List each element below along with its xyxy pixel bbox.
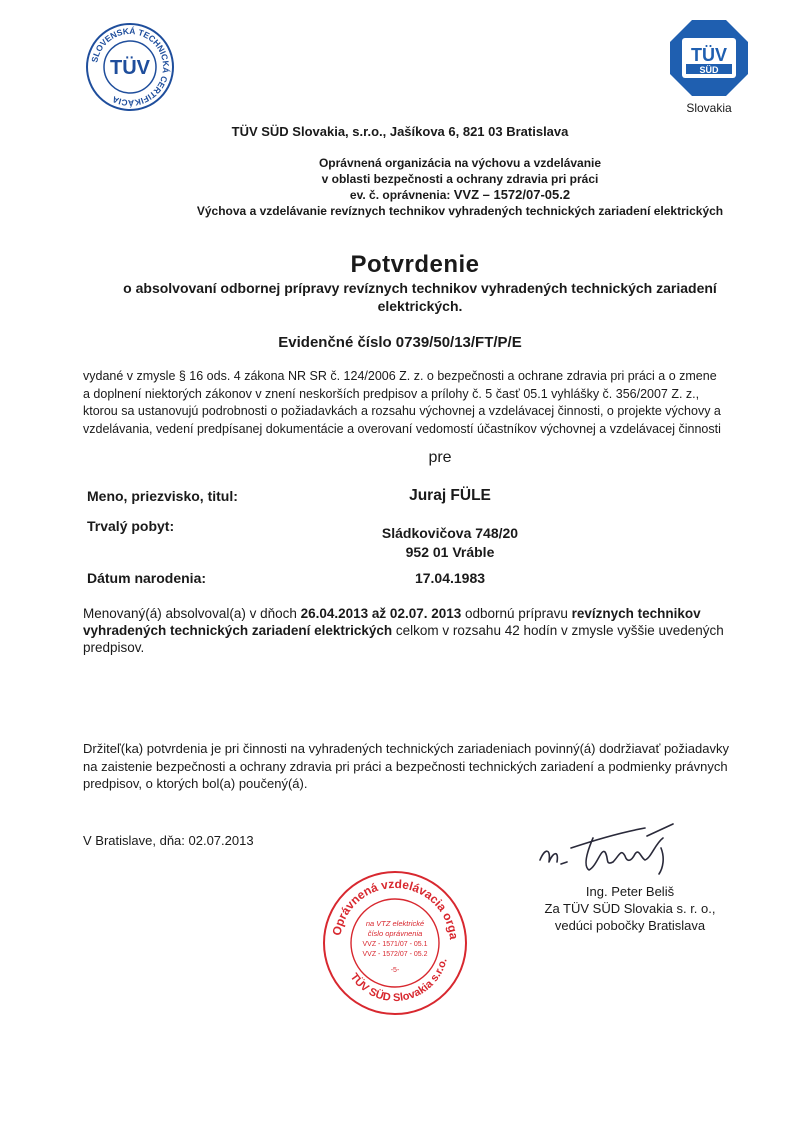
logo-ring-text: SLOVENSKÁ TECHNICKÁ CERTIFIKÁCIA	[89, 25, 172, 109]
authorization-number: VVZ – 1572/07-05.2	[453, 187, 571, 202]
signatory-name: Ing. Peter Beliš	[585, 884, 675, 899]
stamp-bottom-text: TÜV SÜD Slovakia s.r.o.	[347, 957, 450, 1005]
address-line-1: Sládkovičova 748/20	[381, 525, 519, 541]
signatory-position: vedúci pobočky Bratislava	[554, 918, 706, 933]
statement-dates: 26.04.2013 až 02.07. 2013	[300, 606, 462, 621]
authorization-line-1: Oprávnená organizácia na výchovu a vzdelávanie	[318, 156, 602, 170]
organization-address: TÜV SÜD Slovakia, s.r.o., Jašíkova 6, 821 03 Bratislava	[231, 124, 569, 139]
dob-label: Dátum narodenia:	[87, 570, 207, 586]
address-line-2: 952 01 Vráble	[405, 544, 495, 560]
document-title: Potvrdenie	[350, 251, 480, 278]
document-subtitle: o absolvovaní odbornej prípravy revíznych technikov vyhradených technických zariadení elektrických.	[123, 280, 717, 314]
organization-stamp	[320, 868, 470, 1018]
stamp-ring-text: Oprávnená vzdelávacia orga	[329, 876, 461, 941]
statement-part-2: odbornú prípravu	[461, 606, 572, 621]
statement-topic: revíznych technikov vyhradených technických zariadení elektrických	[83, 606, 701, 638]
address-label: Trvalý pobyt:	[87, 518, 175, 534]
legal-basis-text: vydané v zmysle § 16 ods. 4 zákona NR SR č. 124/2006 Z. z. o bezpečnosti a ochrane zdravia pri práci a o zmene a doplnení niektorých zákonov v znení neskorších predpisov a prílohy č. 5 časť 05.1 vyhlášky č. 356/2007 Z. z., ktorou sa ustanovujú podrobnosti o požiadavkách a rozsahu výchovnej a vzdelávacej činnosti, o projekte výchovy a vzdelávania, vedení predpísanej dokumentácie a overovaní vedomostí účastníkov výchovnej a vzdelávacej činnosti	[83, 369, 721, 436]
dob-value: 17.04.1983	[414, 570, 486, 586]
stamp-inner-1: na VTZ elektrické	[365, 919, 425, 928]
completion-statement	[83, 605, 743, 656]
logo-right-mark: TÜV	[691, 45, 727, 65]
statement-part-1: Menovaný(á) absolvoval(a) v dňoch	[83, 606, 301, 621]
authorization-line-2: v oblasti bezpečnosti a ochrany zdravia pri práci	[321, 172, 599, 186]
authorization-number-prefix: ev. č. oprávnenia:	[349, 188, 454, 202]
logo-right-sub: SÜD	[699, 65, 719, 75]
logo-caption: Slovakia	[686, 101, 732, 115]
evidence-number: Evidenčné číslo 0739/50/13/FT/P/E	[278, 334, 522, 351]
pre-label: pre	[428, 449, 452, 466]
tuv-certification-logo	[85, 22, 175, 112]
authorization-line-4: Výchova a vzdelávanie revíznych technikov vyhradených technických zariadení elektrických	[196, 204, 724, 218]
stamp-inner-3: VVZ - 1571/07 - 05.1	[362, 941, 428, 948]
signatory-company: Za TÜV SÜD Slovakia s. r. o.,	[544, 901, 716, 916]
svg-text:TÜV SÜD Slovakia s.r.o.	[348, 957, 450, 1004]
authorization-number-line	[120, 187, 800, 203]
tuv-sud-logo	[668, 18, 750, 98]
stamp-inner-4: VVZ - 1572/07 - 05.2	[362, 951, 428, 958]
stamp-inner-5: -5-	[390, 967, 400, 974]
holder-duty-text: Držiteľ(ka) potvrdenia je pri činnosti na vyhradených technických zariadeniach povinný(á) dodržiavať požiadavky na zaistenie bezpečnosti a ochrany zdravia pri práci a bezpečnosti technických zariadení a podmienky právnych predpisov, o ktorých bol(a) poučený(á).	[83, 741, 729, 791]
handwritten-signature	[535, 818, 695, 878]
name-value: Juraj FÜLE	[409, 487, 491, 504]
name-label: Meno, priezvisko, titul:	[87, 488, 238, 504]
statement-part-3: celkom v rozsahu 42 hodín v zmysle vyššie uvedených predpisov.	[83, 623, 724, 655]
stamp-inner-2: číslo oprávnenia	[367, 929, 423, 938]
authorization-block	[120, 155, 800, 219]
logo-mark: TÜV	[110, 57, 150, 79]
signatory-block	[500, 883, 760, 934]
place-and-date: V Bratislave, dňa: 02.07.2013	[83, 833, 254, 848]
